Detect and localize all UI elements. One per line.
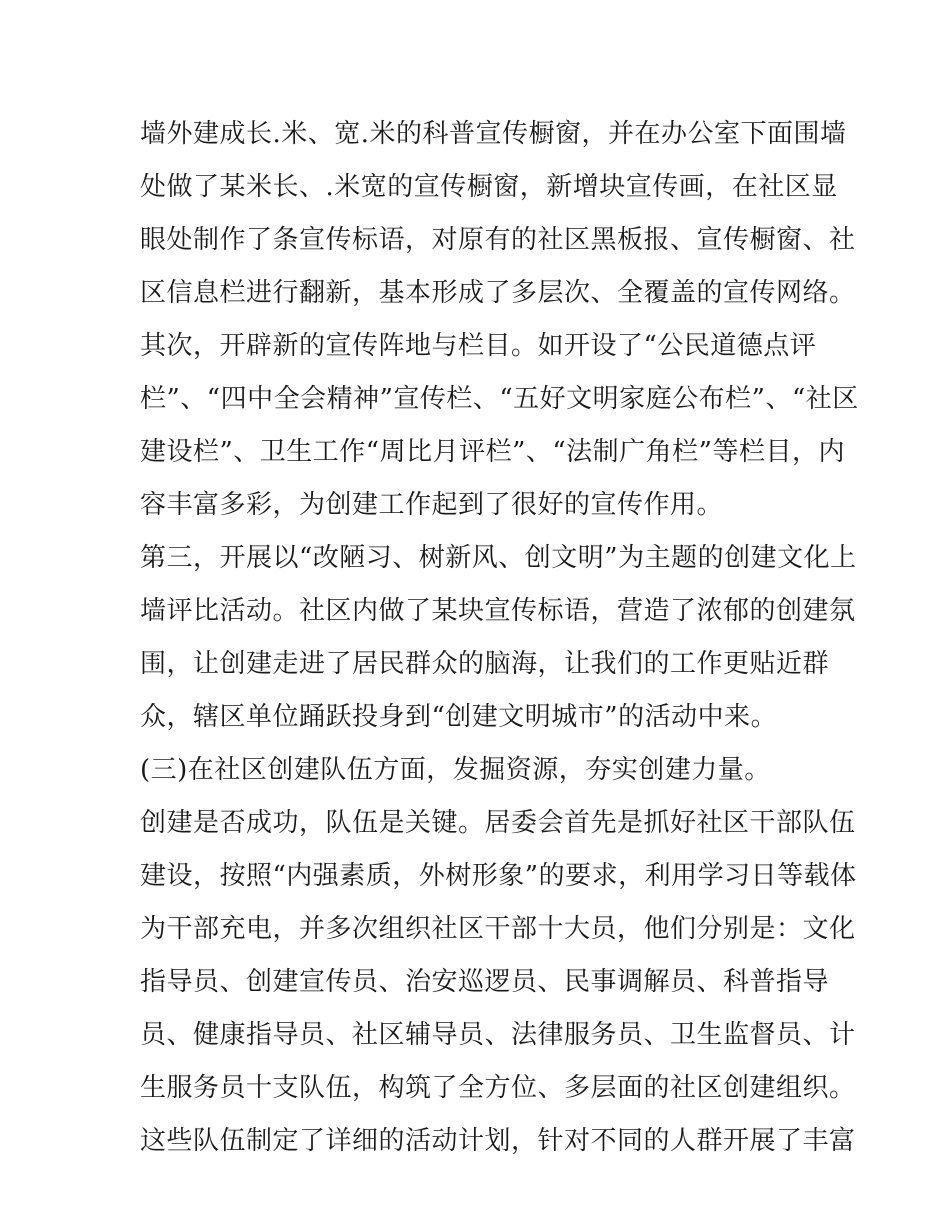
body-text [140,108,859,1168]
text-line: 这些队伍制定了详细的活动计划，针对不同的人群开展了丰富 [140,1126,856,1156]
text-line: 其次，开辟新的宣传阵地与栏目。如开设了“公民道德点评 [140,331,817,361]
text-line: 建设栏”、卫生工作“周比月评栏”、“法制广角栏”等栏目，内 [140,437,845,467]
text-line: 容丰富多彩，为创建工作起到了很好的宣传作用。 [140,490,724,520]
text-line: 第三，开展以“改陋习、树新风、创文明”为主题的创建文化上 [140,543,857,573]
section-heading: (三)在社区创建队伍方面，发掘资源，夯实创建力量。 [140,755,771,785]
text-line: 生服务员十支队伍，构筑了全方位、多层面的社区创建组织。 [140,1073,856,1103]
text-line: 墙评比活动。社区内做了某块宣传标语，营造了浓郁的创建氛 [140,596,856,626]
text-line: 围，让创建走进了居民群众的脑海，让我们的工作更贴近群 [140,649,830,679]
text-line: 处做了某米长、.米宽的宣传橱窗，新增块宣传画，在社区显 [140,172,838,202]
text-line: 众，辖区单位踊跃投身到“创建文明城市”的活动中来。 [140,702,778,732]
text-line: 为干部充电，并多次组织社区干部十大员，他们分别是：文化 [140,914,856,944]
text-line: 建设，按照“内强素质，外树形象”的要求，利用学习日等载体 [140,861,857,891]
text-line: 眼处制作了条宣传标语，对原有的社区黑板报、宣传橱窗、社 [140,225,856,255]
text-line: 指导员、创建宣传员、治安巡逻员、民事调解员、科普指导 [140,967,830,997]
text-line: 创建是否成功，队伍是关键。居委会首先是抓好社区干部队伍 [140,808,856,838]
text-line: 区信息栏进行翻新，基本形成了多层次、全覆盖的宣传网络。 [140,278,856,308]
text-line: 员、健康指导员、社区辅导员、法律服务员、卫生监督员、计 [140,1020,856,1050]
text-line: 墙外建成长.米、宽.米的科普宣传橱窗，并在办公室下面围墙 [140,119,847,149]
text-line: 栏”、“四中全会精神”宣传栏、“五好文明家庭公布栏”、“社区 [140,384,859,414]
